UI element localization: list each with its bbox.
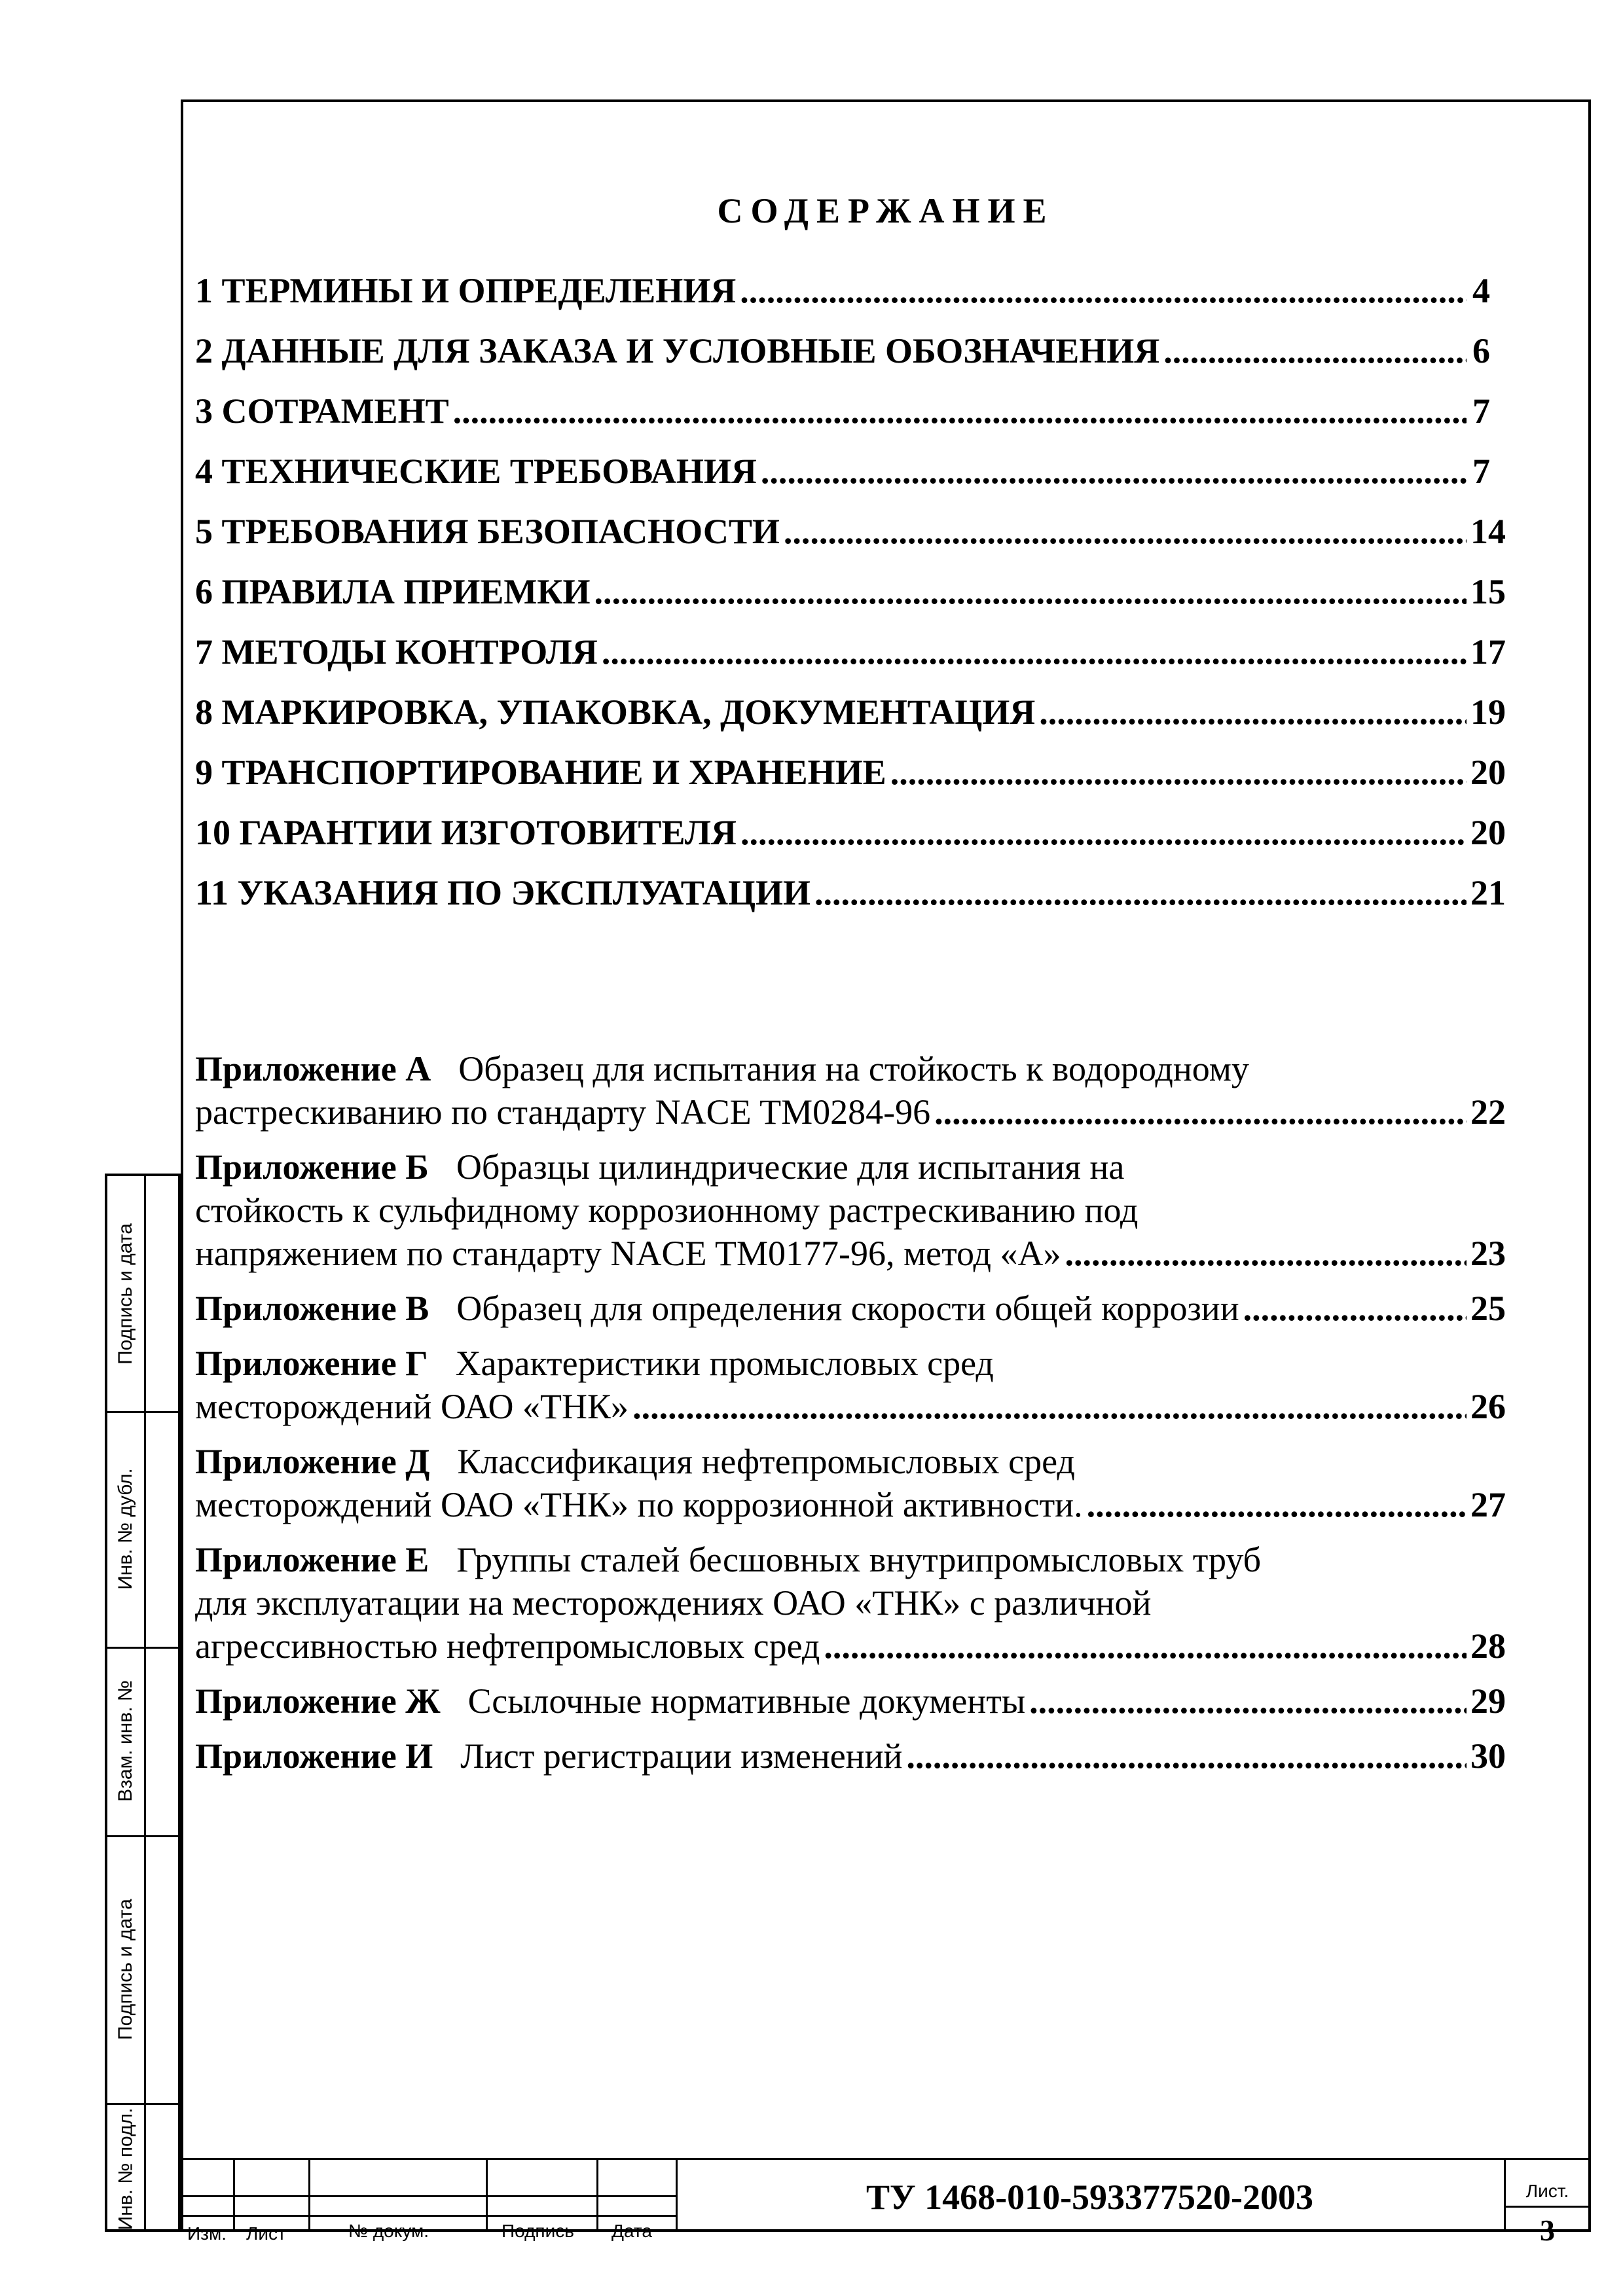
appendix-item[interactable] (195, 1734, 1506, 1778)
signature-date-label (107, 1176, 144, 1411)
leader-dots (1065, 1232, 1467, 1275)
toc-list (195, 260, 1506, 923)
toc-item-title: 2 ДАННЫЕ ДЛЯ ЗАКАЗА И УСЛОВНЫЕ ОБОЗНАЧЕНИЯ (195, 331, 1160, 370)
toc-item-title: 7 МЕТОДЫ КОНТРОЛЯ (195, 632, 598, 672)
toc-item-page: 20 (1470, 753, 1506, 792)
toc-item-page: 4 (1472, 271, 1490, 310)
appendix-item[interactable] (195, 1342, 1506, 1428)
toc-item-page: 21 (1470, 873, 1506, 912)
toc-item[interactable] (195, 562, 1506, 622)
leader-dots (906, 1734, 1467, 1778)
appendix-page: 22 (1470, 1092, 1506, 1132)
tb-line (596, 2158, 598, 2232)
toc-item[interactable] (195, 381, 1490, 441)
appendix-item[interactable] (195, 1047, 1506, 1134)
toc-item[interactable] (195, 682, 1506, 742)
leader-dots (814, 863, 1467, 923)
toc-item[interactable] (195, 501, 1506, 562)
toc-item-title: 5 ТРЕБОВАНИЯ БЕЗОПАСНОСТИ (195, 512, 780, 551)
leader-dots (784, 501, 1467, 562)
appendix-label: Приложение Б (195, 1147, 429, 1187)
appendix-label: Приложение Д (195, 1442, 430, 1481)
appendix-page: 25 (1470, 1289, 1506, 1328)
leader-dots (824, 1624, 1467, 1668)
toc-item[interactable] (195, 802, 1506, 863)
appendix-page: 27 (1470, 1485, 1506, 1524)
appendix-title-line: месторождений ОАО «ТНК» по коррозионной активности. (195, 1485, 1083, 1524)
appendix-title-line: для эксплуатации на месторождениях ОАО «ТНК» с различной (195, 1583, 1152, 1623)
toc-item[interactable] (195, 321, 1490, 381)
toc-item[interactable] (195, 863, 1506, 923)
appendix-page: 30 (1470, 1736, 1506, 1776)
leader-dots (602, 622, 1467, 682)
toc-item-title: 9 ТРАНСПОРТИРОВАНИЕ И ХРАНЕНИЕ (195, 753, 886, 792)
leader-dots (594, 562, 1467, 622)
toc-item-page: 15 (1470, 572, 1506, 611)
appendix-title-line: Образец для испытания на стойкость к водородному (458, 1049, 1249, 1088)
appendix-item[interactable] (195, 1679, 1506, 1723)
toc-item[interactable] (195, 260, 1490, 321)
tb-col-label: Лист (246, 2223, 286, 2244)
appendix-title-line: Классификация нефтепромысловых сред (457, 1442, 1075, 1481)
toc-item-title: 8 МАРКИРОВКА, УПАКОВКА, ДОКУМЕНТАЦИЯ (195, 692, 1036, 732)
sheet-label: Лист. (1525, 2181, 1569, 2201)
appendix-title-line: Характеристики промысловых сред (455, 1344, 994, 1383)
toc-item-page: 19 (1470, 692, 1506, 732)
original-inventory-label (107, 2103, 144, 2234)
toc-item-page: 14 (1470, 512, 1506, 551)
appendix-page: 26 (1470, 1387, 1506, 1426)
tb-col-label: Изм. (187, 2223, 227, 2244)
margin-label: Инв. № подл. (115, 2108, 136, 2230)
toc-item[interactable] (195, 441, 1490, 501)
appendix-title-line: Ссылочные нормативные документы (467, 1681, 1026, 1721)
leader-dots (1029, 1679, 1467, 1723)
tb-line (233, 2158, 235, 2232)
appendix-page: 29 (1470, 1681, 1506, 1721)
margin-label: Подпись и дата (115, 1898, 136, 2040)
margin-strip (105, 1174, 181, 2232)
toc-item-page: 7 (1472, 452, 1490, 491)
tb-line (181, 2158, 1591, 2160)
toc-item-page: 7 (1472, 391, 1490, 431)
leader-dots (1039, 682, 1467, 742)
toc-item-title: 4 ТЕХНИЧЕСКИЕ ТРЕБОВАНИЯ (195, 452, 757, 491)
strip-divider (144, 1176, 146, 2229)
leader-dots (632, 1385, 1467, 1428)
appendix-title-line: Образцы цилиндрические для испытания на (456, 1147, 1125, 1187)
tb-line (486, 2158, 488, 2232)
appendix-title-line: Лист регистрации изменений (460, 1736, 903, 1776)
toc-item-title: 3 СОТРАМЕНТ (195, 391, 449, 431)
appendix-title-line: растрескиванию по стандарту NACE TM0284-96 (195, 1092, 931, 1132)
duplicate-inventory-label (107, 1411, 144, 1647)
appendix-label: Приложение Г (195, 1344, 428, 1383)
appendix-title-line: напряжением по стандарту NACE TM0177-96, метод «А» (195, 1234, 1061, 1273)
signature-date-label (107, 1835, 144, 2103)
leader-dots (1243, 1287, 1467, 1330)
margin-label: Взам. инв. № (115, 1680, 137, 1802)
tb-col-label: Подпись (501, 2221, 574, 2241)
margin-label: Инв. № дубл. (115, 1468, 136, 1590)
toc-item-page: 6 (1472, 331, 1490, 370)
toc-item-title: 10 ГАРАНТИИ ИЗГОТОВИТЕЛЯ (195, 813, 737, 852)
appendix-page: 28 (1470, 1626, 1506, 1666)
appendix-title-line: Группы сталей бесшовных внутрипромысловых труб (456, 1540, 1262, 1579)
appendix-title-line: стойкость к сульфидному коррозионному растрескиванию под (195, 1191, 1139, 1230)
appendix-label: Приложение А (195, 1049, 431, 1088)
leader-dots (890, 742, 1467, 802)
tb-line (1504, 2206, 1591, 2208)
appendix-list (195, 1047, 1506, 1789)
toc-item-title: 11 УКАЗАНИЯ ПО ЭКСПЛУАТАЦИИ (195, 873, 811, 912)
tb-line (181, 2215, 676, 2217)
toc-item[interactable] (195, 742, 1506, 802)
appendix-title-line: агрессивностью нефтепромысловых сред (195, 1626, 820, 1666)
appendix-item[interactable] (195, 1145, 1506, 1275)
appendix-label: Приложение Е (195, 1540, 429, 1579)
sheet-number: 3 (1540, 2214, 1555, 2247)
toc-item-page: 20 (1470, 813, 1506, 852)
appendix-item[interactable] (195, 1538, 1506, 1668)
tb-col-label: № докум. (348, 2221, 429, 2241)
appendix-page: 23 (1470, 1234, 1506, 1273)
tb-col-label: Дата (611, 2221, 653, 2241)
appendix-item[interactable] (195, 1440, 1506, 1526)
appendix-label: Приложение В (195, 1289, 429, 1328)
document-number: ТУ 1468-010-593377520-2003 (866, 2178, 1314, 2217)
leader-dots (740, 260, 1467, 321)
toc-item-title: 6 ПРАВИЛА ПРИЕМКИ (195, 572, 591, 611)
page-title: СОДЕРЖАНИЕ (717, 191, 1055, 230)
toc-item-page: 17 (1470, 632, 1506, 672)
leader-dots (934, 1090, 1467, 1134)
leader-dots (1163, 321, 1467, 381)
margin-label: Подпись и дата (115, 1223, 136, 1365)
toc-item-title: 1 ТЕРМИНЫ И ОПРЕДЕЛЕНИЯ (195, 271, 737, 310)
toc-item[interactable] (195, 622, 1506, 682)
replacement-inventory-label (107, 1647, 144, 1835)
tb-line (308, 2158, 310, 2232)
appendix-item[interactable] (195, 1287, 1506, 1330)
leader-dots (740, 802, 1467, 863)
appendix-title-line: месторождений ОАО «ТНК» (195, 1387, 629, 1426)
tb-line (181, 2195, 676, 2197)
appendix-title-line: Образец для определения скорости общей коррозии (456, 1289, 1239, 1328)
leader-dots (761, 441, 1467, 501)
appendix-label: Приложение И (195, 1736, 433, 1776)
leader-dots (453, 381, 1467, 441)
appendix-label: Приложение Ж (195, 1681, 441, 1721)
leader-dots (1087, 1483, 1467, 1526)
